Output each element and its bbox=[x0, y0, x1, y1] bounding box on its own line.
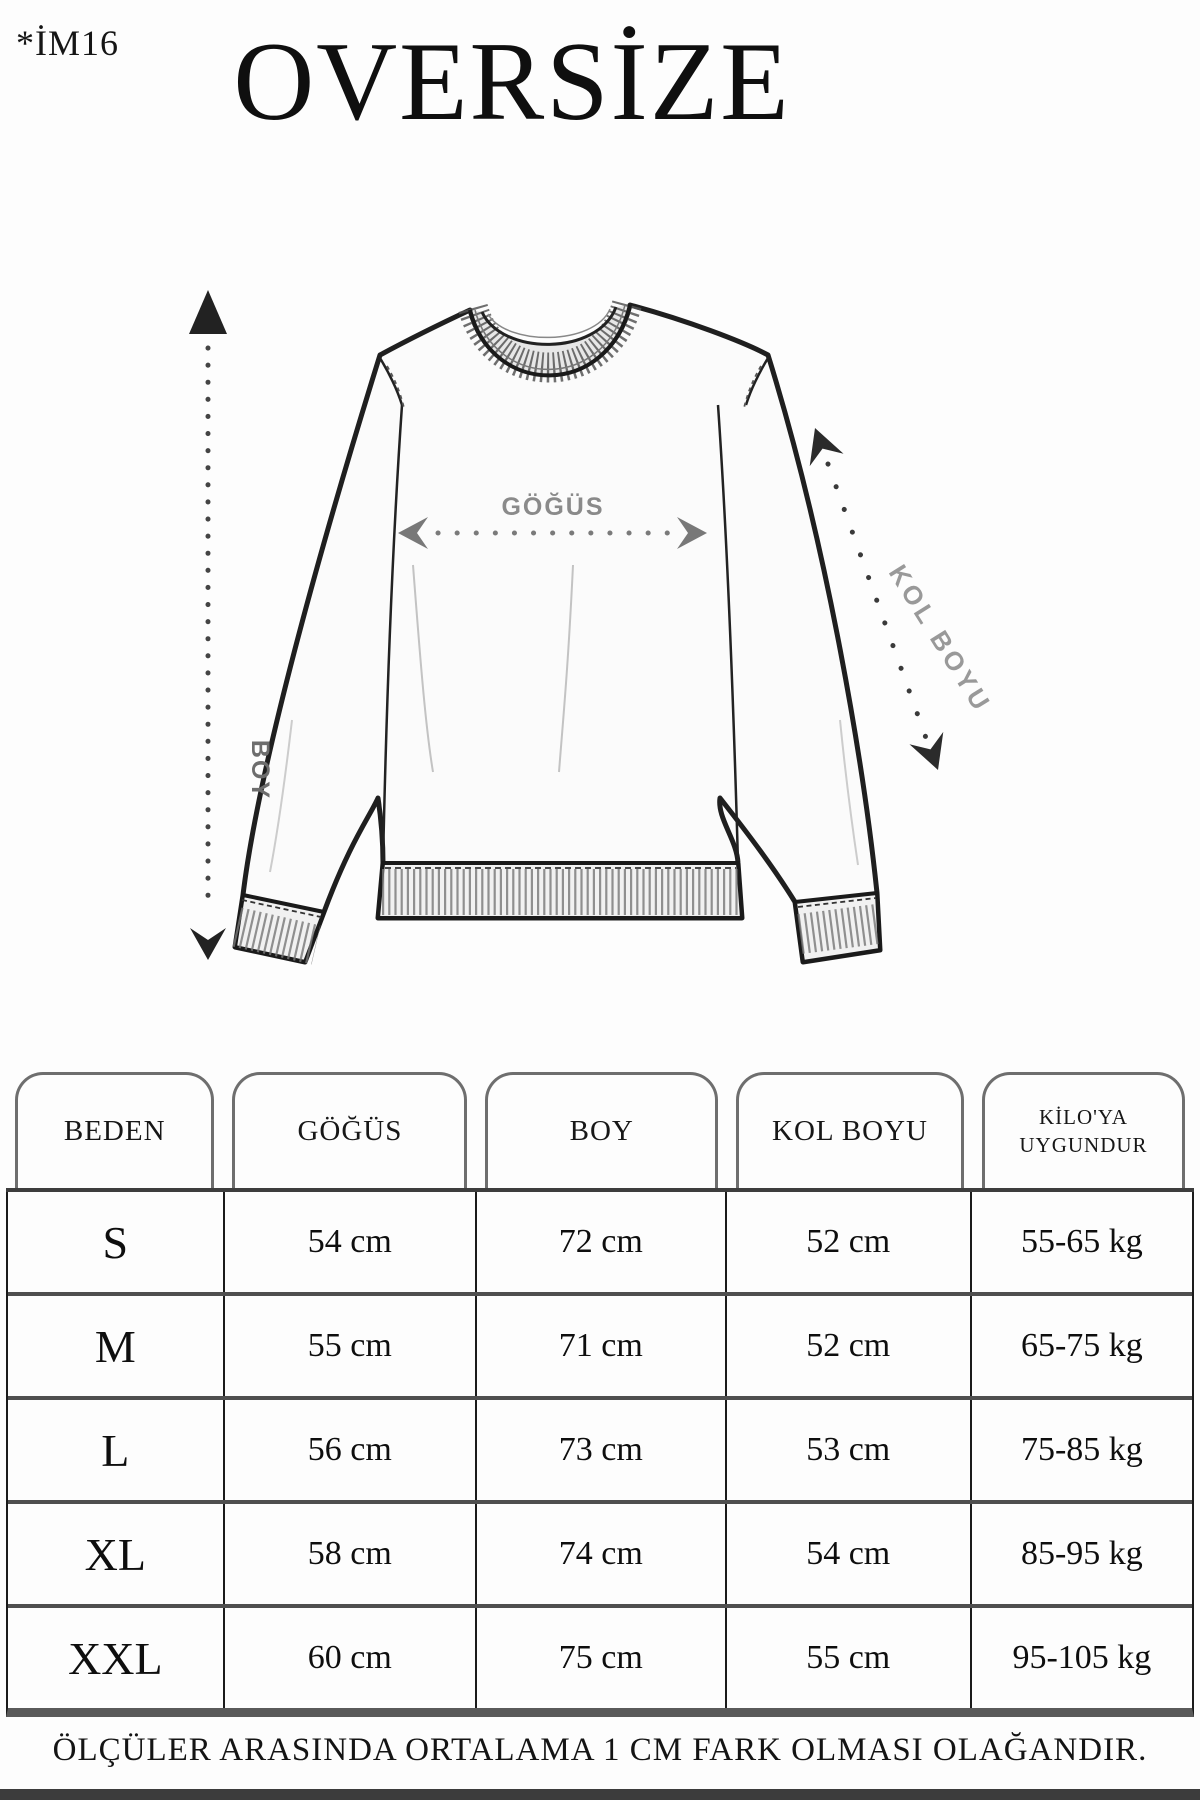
chest-cell: 56 cm bbox=[225, 1400, 477, 1500]
table-row-xxl bbox=[8, 1608, 1192, 1708]
product-code: *İM16 bbox=[16, 23, 119, 63]
weight-cell: 75-85 kg bbox=[1020, 1431, 1143, 1468]
weight-cell: 95-105 kg bbox=[1012, 1639, 1152, 1676]
size-cell: XXL bbox=[8, 1608, 225, 1708]
size-cell: S bbox=[8, 1192, 225, 1292]
column-header-boy: BOY bbox=[485, 1072, 718, 1188]
sweatshirt-technical-drawing bbox=[140, 250, 1020, 1080]
table-row-xl bbox=[8, 1504, 1192, 1608]
sleeve-cell: 53 cm bbox=[727, 1400, 972, 1500]
table-row-l bbox=[8, 1400, 1192, 1504]
ribbed-hem bbox=[378, 863, 742, 918]
size-cell: M bbox=[8, 1296, 225, 1396]
column-header-kilo: KİLO'YA UYGUNDUR bbox=[982, 1072, 1185, 1188]
arrowhead-up-icon bbox=[189, 290, 227, 334]
chest-cell: 58 cm bbox=[225, 1504, 477, 1604]
sleeve-cell: 52 cm bbox=[727, 1296, 972, 1396]
arrowhead-downright-icon bbox=[909, 732, 954, 776]
size-table-header bbox=[6, 1072, 1194, 1192]
ribbed-cuff-right bbox=[795, 893, 880, 962]
length-cell: 72 cm bbox=[477, 1192, 727, 1292]
sleeve-cell: 54 cm bbox=[727, 1504, 972, 1604]
table-row-s bbox=[8, 1192, 1192, 1296]
length-cell: 73 cm bbox=[477, 1400, 727, 1500]
chest-cell: 54 cm bbox=[225, 1192, 477, 1292]
size-table bbox=[6, 1072, 1194, 1717]
table-row-m bbox=[8, 1296, 1192, 1400]
size-cell: XL bbox=[8, 1504, 225, 1604]
page-title: OVERSİZE bbox=[233, 20, 791, 144]
chest-cell: 60 cm bbox=[225, 1608, 477, 1708]
column-header-gogus: GÖĞÜS bbox=[232, 1072, 467, 1188]
arrowhead-down-icon bbox=[190, 928, 226, 960]
tolerance-note: ÖLÇÜLER ARASINDA ORTALAMA 1 CM FARK OLMASI OLAĞANDIR. bbox=[52, 1732, 1148, 1768]
chest-cell: 55 cm bbox=[225, 1296, 477, 1396]
weight-cell: 55-65 kg bbox=[1020, 1223, 1143, 1260]
length-cell: 75 cm bbox=[477, 1608, 727, 1708]
sleeve-cell: 55 cm bbox=[727, 1608, 972, 1708]
column-header-beden: BEDEN bbox=[15, 1072, 214, 1188]
column-header-kolboyu: KOL BOYU bbox=[736, 1072, 964, 1188]
size-cell: L bbox=[8, 1400, 225, 1500]
garment-diagram bbox=[140, 250, 1020, 1080]
weight-cell: 85-95 kg bbox=[1020, 1535, 1143, 1572]
length-cell: 71 cm bbox=[477, 1296, 727, 1396]
weight-cell: 65-75 kg bbox=[1020, 1327, 1143, 1364]
length-cell: 74 cm bbox=[477, 1504, 727, 1604]
sleeve-cell: 52 cm bbox=[727, 1192, 972, 1292]
size-table-body bbox=[6, 1192, 1194, 1717]
arrowhead-upleft-icon bbox=[798, 422, 843, 466]
chest-label: GÖĞÜS bbox=[501, 493, 605, 521]
bottom-edge-bar bbox=[0, 1789, 1200, 1800]
length-label: BOY bbox=[246, 739, 274, 801]
sleeve-label: KOL BOYU bbox=[882, 559, 998, 719]
